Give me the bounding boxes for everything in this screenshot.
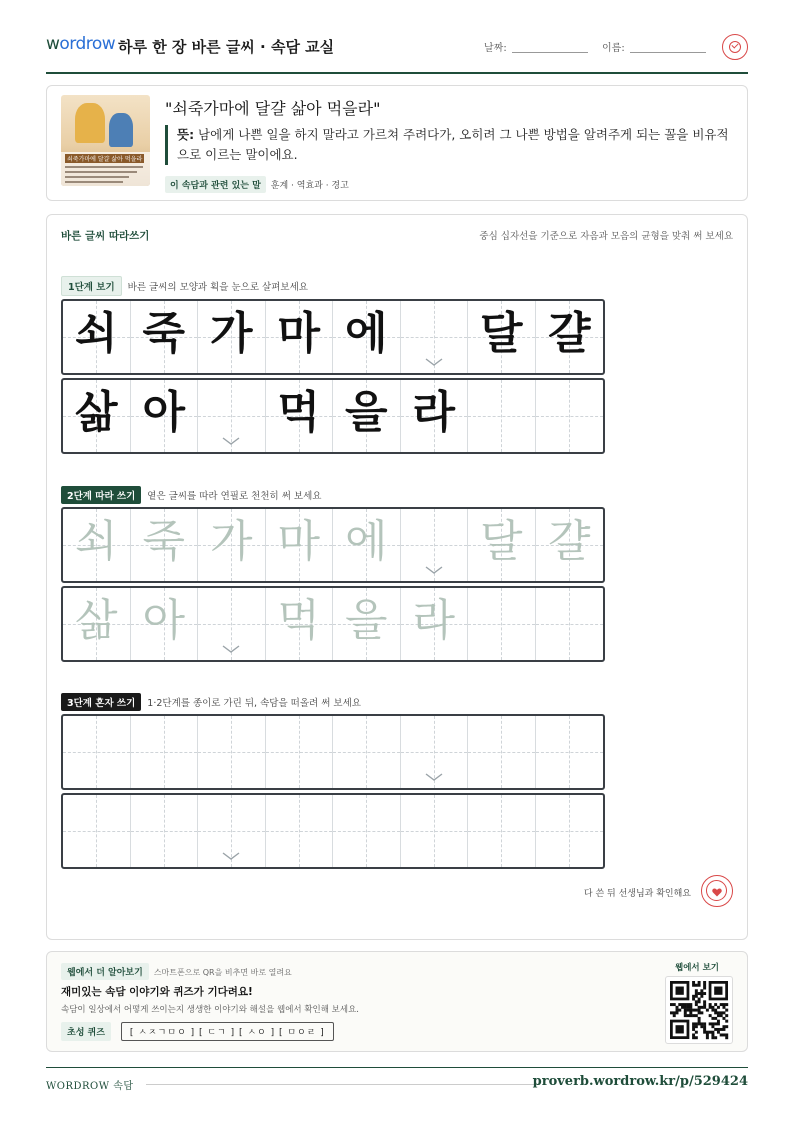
hangul-char: 걀 xyxy=(547,516,591,567)
grid-cell[interactable] xyxy=(198,588,266,660)
grid-cell[interactable] xyxy=(333,795,401,867)
grid-cell xyxy=(198,380,266,452)
date-label: 날짜: xyxy=(484,43,507,54)
step1-header xyxy=(61,275,308,293)
space-mark-icon xyxy=(425,566,443,575)
grid-cell xyxy=(266,301,334,373)
hangul-char: 달 xyxy=(479,516,523,567)
proverb-card xyxy=(46,85,748,201)
hangul-char: 아 xyxy=(142,595,185,646)
grid-cell[interactable] xyxy=(401,509,469,581)
hangul-char: 라 xyxy=(412,387,455,438)
space-mark-icon xyxy=(425,773,443,782)
related-label: 이 속담과 관련 있는 말 xyxy=(165,176,266,193)
name-field[interactable] xyxy=(630,52,706,53)
grid-cell[interactable] xyxy=(401,716,469,788)
page-title: 하루 한 장 바른 글씨 · 속담 교실 xyxy=(118,38,335,56)
space-mark-icon xyxy=(222,852,240,861)
grid-cell[interactable] xyxy=(468,795,536,867)
hangul-char: 에 xyxy=(344,308,388,359)
heart-stamp-icon xyxy=(701,875,733,907)
grid-cell xyxy=(536,301,604,373)
grid-cell[interactable] xyxy=(198,509,266,581)
grid-cell[interactable] xyxy=(131,509,199,581)
grid-cell[interactable] xyxy=(333,716,401,788)
grid-cell[interactable] xyxy=(468,716,536,788)
quiz-label: 초성 퀴즈 xyxy=(61,1022,111,1041)
hangul-char: 쇠 xyxy=(74,516,118,567)
grid-cell[interactable] xyxy=(536,795,604,867)
grid-cell xyxy=(401,380,469,452)
grid-cell xyxy=(131,301,199,373)
grid-cell[interactable] xyxy=(333,509,401,581)
step2-row2-grid[interactable] xyxy=(61,586,605,662)
hangul-char: 아 xyxy=(142,387,185,438)
hangul-char: 에 xyxy=(344,516,388,567)
proverb-text: "쇠죽가마에 달걀 삶아 먹을라" xyxy=(165,99,381,118)
step2-badge: 2단계 따라 쓰기 xyxy=(61,486,141,504)
grid-cell[interactable] xyxy=(266,588,334,660)
grid-cell[interactable] xyxy=(131,588,199,660)
web-tag-row xyxy=(61,963,292,980)
grid-cell xyxy=(333,301,401,373)
step2-desc: 옅은 글씨를 따라 연필로 천천히 써 보세요 xyxy=(147,490,322,502)
grid-cell[interactable] xyxy=(333,588,401,660)
grid-cell xyxy=(468,380,536,452)
hangul-char: 먹 xyxy=(277,595,320,646)
hangul-char: 마 xyxy=(277,308,320,359)
footer-url[interactable]: proverb.wordrow.kr/p/529424 xyxy=(532,1074,748,1089)
web-promo-card xyxy=(46,951,748,1052)
section-note: 중심 십자선을 기준으로 자음과 모음의 균형을 맞춰 써 보세요 xyxy=(479,231,733,242)
date-field[interactable] xyxy=(512,52,588,53)
quiz-hint: [ ㅅㅈㄱㅁㅇ ] [ ㄷㄱ ] [ ㅅㅇ ] [ ㅁㅇㄹ ] xyxy=(121,1022,334,1041)
hangul-char: 을 xyxy=(344,387,388,438)
web-tag: 웹에서 더 알아보기 xyxy=(61,963,149,980)
step1-badge: 1단계 보기 xyxy=(61,276,122,296)
grid-cell[interactable] xyxy=(266,509,334,581)
hangul-char: 걀 xyxy=(547,308,591,359)
hangul-char: 달 xyxy=(479,308,523,359)
hangul-char: 라 xyxy=(412,595,455,646)
related-words xyxy=(165,176,349,193)
wordrow-logo: wordrow xyxy=(46,34,116,54)
qr-code-icon[interactable] xyxy=(665,976,733,1044)
grid-cell xyxy=(63,380,131,452)
qr-label: 웹에서 보기 xyxy=(674,963,719,973)
section-title: 바른 글씨 따라쓰기 xyxy=(61,230,150,242)
grid-cell[interactable] xyxy=(63,795,131,867)
grid-cell[interactable] xyxy=(131,716,199,788)
grid-cell[interactable] xyxy=(401,588,469,660)
grid-cell[interactable] xyxy=(266,716,334,788)
step3-row2-grid[interactable] xyxy=(61,793,605,869)
step3-header xyxy=(61,691,361,709)
grid-cell[interactable] xyxy=(401,795,469,867)
hangul-char: 삶 xyxy=(74,387,118,438)
grid-cell xyxy=(401,301,469,373)
step2-row1-grid[interactable] xyxy=(61,507,605,583)
grid-cell xyxy=(536,380,604,452)
web-headline: 재미있는 속담 이야기와 퀴즈가 기다려요! xyxy=(61,986,253,998)
step3-desc: 1·2단계를 종이로 가린 뒤, 속담을 떠올려 써 보세요 xyxy=(147,697,361,709)
grid-cell xyxy=(131,380,199,452)
hangul-char: 쇠 xyxy=(74,308,118,359)
grid-cell xyxy=(468,301,536,373)
teacher-confirm xyxy=(533,875,733,909)
grid-cell xyxy=(333,380,401,452)
check-stamp-icon xyxy=(722,34,748,60)
step3-row1-grid[interactable] xyxy=(61,714,605,790)
web-hint: 스마트폰으로 QR을 비추면 바로 열려요 xyxy=(153,968,292,977)
page-footer xyxy=(46,1067,748,1097)
hangul-char: 죽 xyxy=(142,308,185,359)
web-description: 속담이 일상에서 어떻게 쓰이는지 생생한 이야기와 해설을 웹에서 확인해 보세요. xyxy=(61,1005,359,1015)
grid-cell[interactable] xyxy=(266,795,334,867)
hangul-char: 을 xyxy=(344,595,388,646)
grid-cell xyxy=(63,301,131,373)
grid-cell[interactable] xyxy=(536,716,604,788)
hangul-char: 가 xyxy=(209,308,253,359)
name-label: 이름: xyxy=(602,43,625,54)
grid-cell[interactable] xyxy=(131,795,199,867)
hangul-char: 죽 xyxy=(142,516,185,567)
hangul-char: 삶 xyxy=(74,595,118,646)
confirm-text: 다 쓴 뒤 선생님과 확인해요 xyxy=(583,889,691,899)
grid-cell[interactable] xyxy=(536,588,604,660)
grid-cell[interactable] xyxy=(63,509,131,581)
grid-cell[interactable] xyxy=(198,795,266,867)
step1-row2-grid xyxy=(61,378,605,454)
grid-cell[interactable] xyxy=(536,509,604,581)
step1-desc: 바른 글씨의 모양과 획을 눈으로 살펴보세요 xyxy=(127,281,308,293)
footer-brand: WORDROW 속담 xyxy=(46,1081,134,1092)
step3-badge: 3단계 혼자 쓰기 xyxy=(61,693,141,711)
space-mark-icon xyxy=(425,358,443,367)
grid-cell xyxy=(266,380,334,452)
grid-cell[interactable] xyxy=(468,588,536,660)
chosung-quiz xyxy=(61,1022,334,1041)
hangul-char: 먹 xyxy=(277,387,320,438)
grid-cell[interactable] xyxy=(63,588,131,660)
related-list: 훈계 · 역효과 · 경고 xyxy=(270,181,349,191)
grid-cell[interactable] xyxy=(468,509,536,581)
proverb-meaning: 뜻: 남에게 나쁜 일을 하지 말라고 가르쳐 주려다가, 오히려 그 나쁜 방법을 알려주게 되는 꼴을 비유적으로 이르는 말이에요. xyxy=(165,125,731,165)
hangul-char: 가 xyxy=(209,516,253,567)
step2-header xyxy=(61,484,321,502)
space-mark-icon xyxy=(222,437,240,446)
step1-row1-grid xyxy=(61,299,605,375)
grid-cell[interactable] xyxy=(63,716,131,788)
space-mark-icon xyxy=(222,645,240,654)
worksheet-header xyxy=(46,30,748,74)
writing-practice-section xyxy=(46,214,748,940)
hangul-char: 마 xyxy=(277,516,320,567)
grid-cell xyxy=(198,301,266,373)
grid-cell[interactable] xyxy=(198,716,266,788)
proverb-illustration: 쇠죽가마에 달걀 삶아 먹을라 xyxy=(61,95,150,186)
